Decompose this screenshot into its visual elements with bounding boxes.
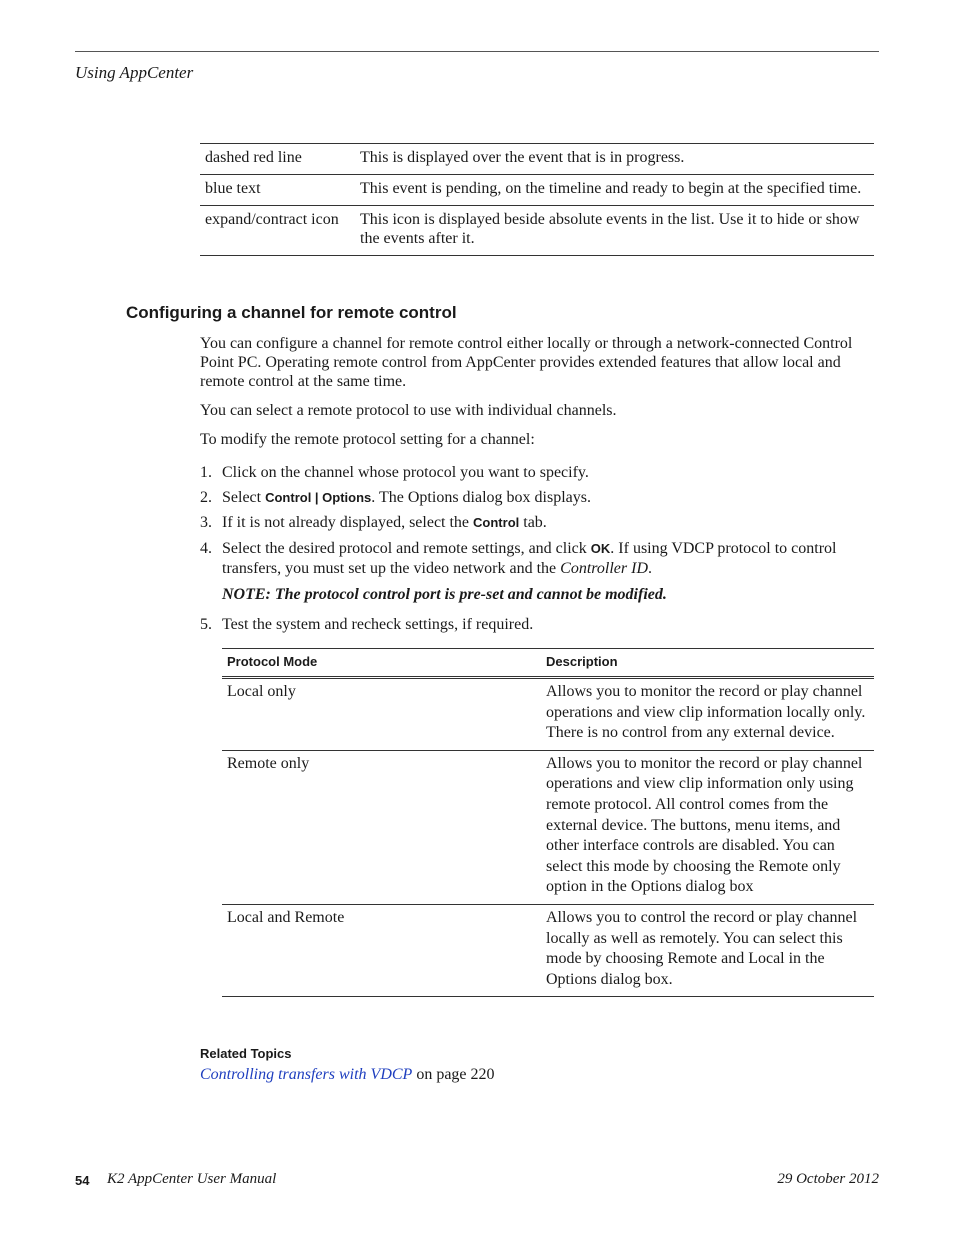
step-number: 5. — [200, 616, 212, 633]
table-row — [200, 206, 874, 256]
legend-definition: This is displayed over the event that is in progress. — [360, 149, 685, 166]
legend-definition: This icon is displayed beside absolute events in the list. Use it to hide or show the events after it. — [360, 211, 860, 247]
ui-command: Control — [473, 515, 520, 530]
legend-term: blue text — [205, 180, 261, 197]
step-text-part: . The Options dialog box displays. — [371, 489, 591, 506]
table-header-row — [222, 649, 874, 678]
protocol-paragraph: You can select a remote protocol to use with individual channels. — [200, 402, 617, 419]
section-heading: Configuring a channel for remote control — [126, 303, 457, 322]
column-header: Description — [546, 654, 618, 669]
mode-cell: Remote only — [227, 754, 310, 772]
manual-title: K2 AppCenter User Manual — [107, 1171, 277, 1187]
step-text-part: If it is not already displayed, select the — [222, 514, 474, 531]
table-row — [200, 175, 874, 206]
step-text — [222, 513, 878, 533]
column-header: Protocol Mode — [227, 654, 318, 669]
legend-term: dashed red line — [205, 149, 302, 166]
step-text-part: . — [648, 560, 653, 577]
header-rule — [75, 51, 879, 52]
description-cell: Allows you to control the record or play channel locally as well as remotely. You can select this mode by choosing Remote and Local in the Options dialog box. — [546, 908, 858, 988]
instruction-lead: To modify the remote protocol setting for a channel: — [200, 431, 535, 448]
protocol-mode-table — [222, 648, 874, 997]
step-text-part: . If using VDCP protocol to control transfers, you must set up the video network and the — [222, 540, 837, 577]
step-text-part: Select the desired protocol and remote settings, and click — [222, 540, 591, 557]
step-text: Click on the channel whose protocol you want to specify. — [222, 464, 589, 481]
step-text-emphasis: Controller ID — [560, 560, 649, 577]
table-row — [222, 678, 874, 751]
step-text-part: Select — [222, 489, 266, 506]
ui-command: OK — [590, 541, 611, 556]
mode-cell: Local only — [227, 683, 296, 700]
step-number: 4. — [200, 540, 212, 557]
table-row — [222, 904, 874, 996]
step-text-part: tab. — [519, 514, 547, 531]
step-number: 1. — [200, 464, 212, 481]
mode-cell: Local and Remote — [227, 908, 345, 926]
table-row — [200, 144, 874, 175]
ui-command: Control | Options — [265, 490, 372, 505]
description-cell: Allows you to monitor the record or play channel operations and view clip information locally only. There is no control from any external device. — [546, 683, 866, 742]
publication-date: 29 October 2012 — [777, 1171, 879, 1187]
step-text: Test the system and recheck settings, if required. — [222, 616, 534, 633]
page-number: 54 — [75, 1173, 90, 1188]
legend-term: expand/contract icon — [205, 211, 339, 228]
related-topic — [200, 1066, 495, 1084]
running-head: Using AppCenter — [75, 63, 194, 82]
step-number: 3. — [200, 514, 212, 531]
step-text — [222, 488, 878, 508]
related-topics-heading: Related Topics — [200, 1046, 292, 1061]
intro-paragraph: You can configure a channel for remote control either locally or through a network-connected Control Point PC. Operating remote control from AppCenter provides extended features that allow local and remote control at the same time. — [200, 335, 853, 390]
related-topic-page: on page 220 — [412, 1066, 495, 1083]
legend-definition: This event is pending, on the timeline and ready to begin at the specified time. — [360, 180, 862, 197]
note: NOTE: The protocol control port is pre-set and cannot be modified. — [222, 586, 667, 603]
step-number: 2. — [200, 489, 212, 506]
description-cell: Allows you to monitor the record or play channel operations and view clip information only using remote protocol. All control comes from the external device. The buttons, menu items, and other interface controls are disabled. You can select this mode by choosing the Remote only option in the Options dialog box — [546, 754, 863, 896]
legend-table — [200, 143, 874, 256]
step-text — [222, 539, 878, 579]
table-row — [222, 750, 874, 904]
related-topic-link[interactable]: Controlling transfers with VDCP — [200, 1066, 413, 1083]
